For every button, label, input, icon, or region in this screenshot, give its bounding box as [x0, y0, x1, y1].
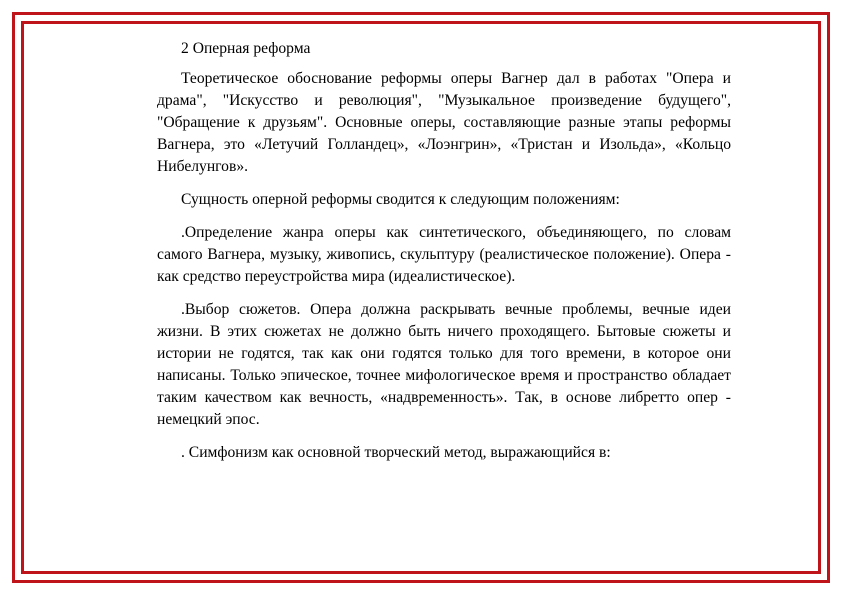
paragraph-theory: Теоретическое обоснование реформы оперы Вагнер дал в работах "Опера и драма", "Искусство и революция", "Музыкальное произведение будущего", "Обращение к друзьям". Основные оперы, составляющие разные этапы реформы Вагнера, это «Летучий Голландец», «Лоэнгрин», «Тристан и Изольда», «Кольцо Нибелунгов». [157, 70, 731, 175]
paragraph-plots: .Выбор сюжетов. Опера должна раскрывать вечные проблемы, вечные идеи жизни. В этих сюжетах не должно быть ничего проходящего. Бытовые сюжеты и истории не годятся, так как они годятся только для того времени, в которое они написаны. Только эпическое, точнее мифологическое время и пространство обладает таким качеством как вечность, «надвременность». Так, в основе либретто опер - немецкий эпос. [157, 301, 731, 428]
section-heading: 2 Оперная реформа [181, 40, 311, 57]
paragraph-genre: .Определение жанра оперы как синтетического, объединяющего, по словам самого Вагнера, музыку, живопись, скульптуру (реалистическое положение). Опера - как средство переустройства мира (идеалистическое). [157, 224, 731, 285]
slide-content [157, 38, 731, 475]
paragraph-symphonism: . Симфонизм как основной творческий метод, выражающийся в: [181, 444, 611, 461]
paragraph-essence: Сущность оперной реформы сводится к следующим положениям: [181, 191, 620, 208]
